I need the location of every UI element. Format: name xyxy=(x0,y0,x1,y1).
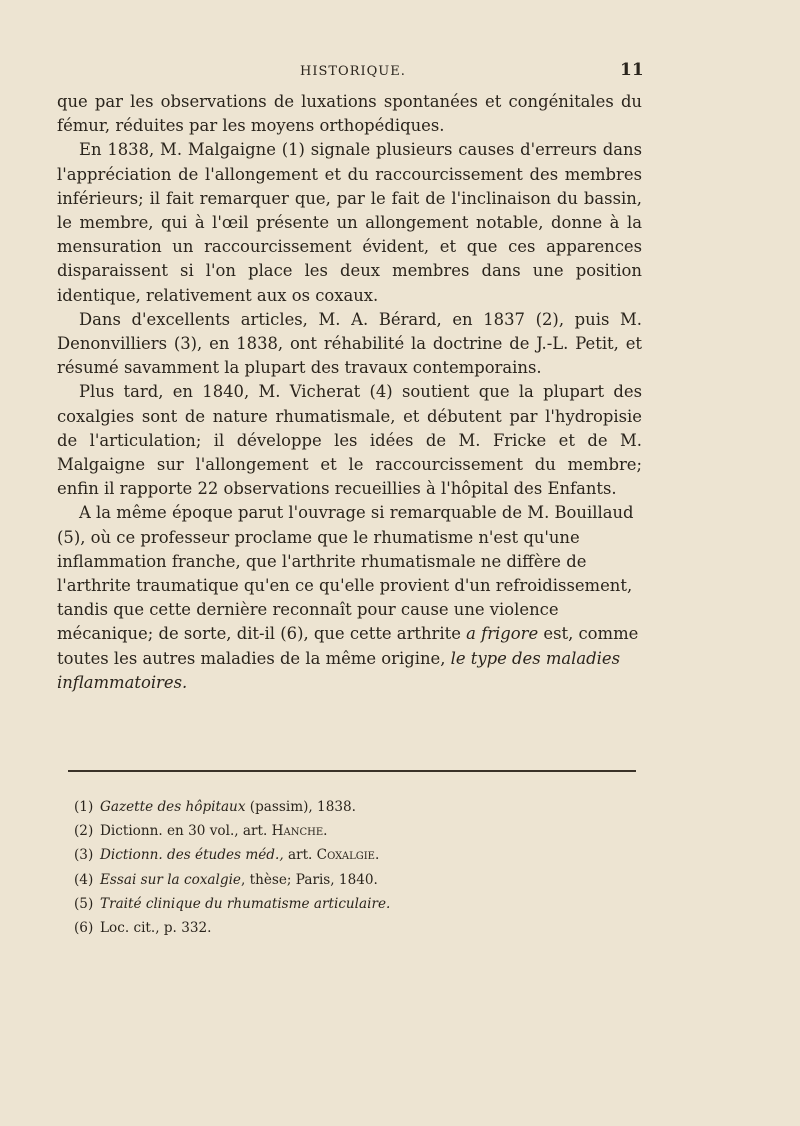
footnote-number: (6) xyxy=(74,920,94,937)
italic-text: Traité clinique du rhumatisme articulaire. xyxy=(100,895,391,912)
italic-text: Essai sur la coxalgie xyxy=(100,871,241,888)
text-run: Dans d'excellents articles, M. A. Bérard, en 1837 (2), puis M. Denonvilliers (3), en 1838, ont réhabilité la doctrine de J.-L. Petit, et résumé savamment la plupart des travaux contemporains. xyxy=(57,309,642,378)
paragraph xyxy=(57,501,642,695)
footnote xyxy=(74,892,594,916)
small-caps-text: Coxalgie. xyxy=(316,847,380,864)
footnote-number: (2) xyxy=(74,823,94,840)
text-run: (passim), 1838. xyxy=(245,799,356,815)
paragraph xyxy=(57,90,642,138)
text-run: Plus tard, en 1840, M. Vicherat (4) soutient que la plupart des coxalgies sont de nature rhumatismale, et débutent par l'hydropisie de l'articulation; il développe les idées de M. Fricke et de M. Malgaigne sur l'allongement et le raccourcissement du membre; enfin il rapporte 22 observations recueillies à l'hôpital des Enfants. xyxy=(57,382,642,499)
running-head xyxy=(0,60,800,84)
small-caps-text: Hanche. xyxy=(271,823,328,840)
footnote xyxy=(74,916,594,940)
footnotes xyxy=(74,795,594,940)
page-number: 11 xyxy=(620,60,644,80)
footnote xyxy=(74,868,594,892)
paragraph xyxy=(57,380,642,501)
text-run: est, comme toutes les autres maladies de la même origine, xyxy=(57,624,639,668)
text-run: art. xyxy=(283,847,317,864)
footnote-number: (1) xyxy=(74,799,94,815)
text-run: Loc. cit., p. 332. xyxy=(100,920,212,937)
italic-text: a frigore xyxy=(466,624,539,644)
footnote xyxy=(74,795,594,819)
text-run: , thèse; Paris, 1840. xyxy=(240,871,378,888)
text-run: Dictionn. en 30 vol., art. xyxy=(100,823,272,840)
footnote xyxy=(74,819,594,843)
paragraph xyxy=(57,308,642,381)
italic-text: le type des maladies inflammatoires. xyxy=(57,648,621,692)
footnote-number: (5) xyxy=(74,895,94,912)
body-text xyxy=(57,90,642,695)
text-run: que par les observations de luxations spontanées et congénitales du fémur, réduites par les moyens orthopédiques. xyxy=(57,92,642,136)
footnote-number: (3) xyxy=(74,847,94,864)
paragraph xyxy=(57,138,642,307)
text-run: A la même époque parut l'ouvrage si remarquable de M. Bouillaud (5), où ce professeur proclame que le rhumatisme n'est qu'une inflammation franche, que l'arthrite rhumatismale ne diffère de l'arthrite traumatique qu'en ce qu'elle provient d'un refroidissement, tandis que cette dernière reconnaît pour cause une violence mécanique; de sorte, dit-il (6), que cette arthrite xyxy=(57,503,634,644)
running-head-title: HISTORIQUE. xyxy=(300,64,406,79)
italic-text: Dictionn. des études méd., xyxy=(100,847,284,864)
footnote-rule xyxy=(68,770,636,772)
italic-text: Gazette des hôpitaux xyxy=(100,799,246,815)
text-run: En 1838, M. Malgaigne (1) signale plusieurs causes d'erreurs dans l'appréciation de l'allongement et du raccourcissement des membres inférieurs; il fait remarquer que, par le fait de l'inclinaison du bassin, le membre, qui à l'œil présente un allongement notable, donne à la mensuration un raccourcissement évident, et que ces apparences disparaissent si l'on place les deux membres dans une position identique, relativement aux os coxaux. xyxy=(57,140,642,305)
footnote xyxy=(74,843,594,867)
footnote-number: (4) xyxy=(74,871,94,888)
